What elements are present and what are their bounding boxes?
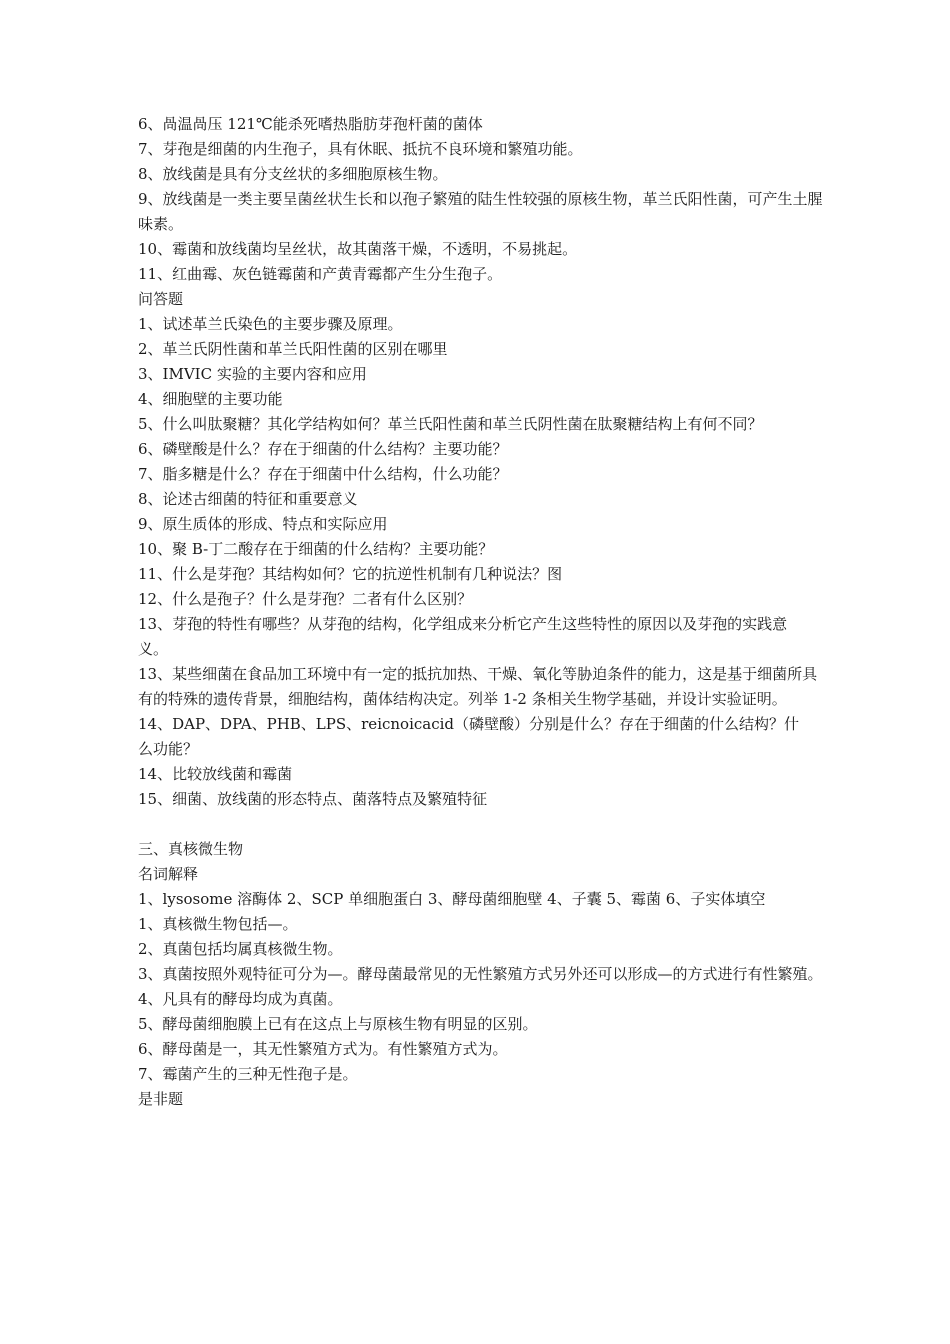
qa-item-8: 8、论述古细菌的特征和重要意义 [138, 490, 358, 508]
fill-item-7: 7、霉菌产生的三种无性孢子是。 [138, 1065, 358, 1083]
qa-item-15: 15、细菌、放线菌的形态特点、菌落特点及繁殖特征 [138, 790, 488, 808]
term-heading: 名词解释 [138, 865, 199, 883]
qa-item-13a: 13、芽孢的特性有哪些？从芽孢的结构，化学组成来分析它产生这些特性的原因以及芽孢的实践意义。 [138, 615, 788, 658]
qa-item-7: 7、脂多糖是什么？存在于细菌中什么结构，什么功能？ [138, 465, 508, 483]
fill-item-6: 6、酵母菌是一，其无性繁殖方式为。有性繁殖方式为。 [138, 1040, 508, 1058]
section3-heading: 三、真核微生物 [138, 840, 244, 858]
qa-item-14a: 14、DAP、DPA、PHB、LPS、reicnoicacid（磷壁酸）分别是什么？存在于细菌的什么结构？什么功能？ [138, 715, 800, 758]
judge-item-6: 6、咼温咼压 121℃能杀死嗜热脂肪芽孢杆菌的菌体 [138, 115, 483, 133]
qa-item-3: 3、IMVIC 实验的主要内容和应用 [138, 365, 367, 383]
qa-item-10: 10、聚 B-丁二酸存在于细菌的什么结构？主要功能？ [138, 540, 494, 558]
qa-item-12: 12、什么是孢子？什么是芽孢？二者有什么区别？ [138, 590, 473, 608]
fill-item-4: 4、凡具有的酵母均成为真菌。 [138, 990, 343, 1008]
qa-item-2: 2、革兰氏阴性菌和革兰氏阳性菌的区别在哪里 [138, 340, 448, 358]
fill-item-2: 2、真菌包括均属真核微生物。 [138, 940, 343, 958]
qa-item-9: 9、原生质体的形成、特点和实际应用 [138, 515, 388, 533]
qa-item-13b: 13、某些细菌在食品加工环境中有一定的抵抗加热、干燥、氧化等胁迫条件的能力，这是基于细菌所具有的特殊的遗传背景，细胞结构，菌体结构决定。列举 1-2 条相关生物学基础，并设计实验证明。 [138, 665, 818, 708]
judge-item-9: 9、放线菌是一类主要呈菌丝状生长和以孢子繁殖的陆生性较强的原核生物，革兰氏阳性菌，可产生土腥味素。 [138, 190, 823, 233]
fill-item-1: 1、真核微生物包括—。 [138, 915, 298, 933]
qa-item-1: 1、试述革兰氏染色的主要步骤及原理。 [138, 315, 403, 333]
qa-item-4: 4、细胞壁的主要功能 [138, 390, 283, 408]
section-spacer [138, 812, 828, 837]
judge-item-7: 7、芽孢是细菌的内生孢子，具有休眠、抵抗不良环境和繁殖功能。 [138, 140, 583, 158]
judge-item-11: 11、红曲霉、灰色链霉菌和产黄青霉都产生分生孢子。 [138, 265, 503, 283]
qa-item-14b: 14、比较放线菌和霉菌 [138, 765, 293, 783]
qa-item-5: 5、什么叫肽聚糖？其化学结构如何？革兰氏阳性菌和革兰氏阴性菌在肽聚糖结构上有何不同？ [138, 415, 763, 433]
qa-item-11: 11、什么是芽孢？其结构如何？它的抗逆性机制有几种说法？图 [138, 565, 563, 583]
qa-item-6: 6、磷壁酸是什么？存在于细菌的什么结构？主要功能？ [138, 440, 508, 458]
fill-item-3: 3、真菌按照外观特征可分为—。酵母菌最常见的无性繁殖方式另外还可以形成—的方式进行有性繁殖。 [138, 965, 823, 983]
document-page [138, 112, 828, 1112]
fill-item-5: 5、酵母菌细胞膜上已有在这点上与原核生物有明显的区别。 [138, 1015, 538, 1033]
judge-item-10: 10、霉菌和放线菌均呈丝状，故其菌落干燥，不透明，不易挑起。 [138, 240, 578, 258]
qa-heading: 问答题 [138, 290, 184, 308]
term-line: 1、lysosome 溶酶体 2、SCP 单细胞蛋白 3、酵母菌细胞壁 4、子囊 5、霉菌 6、子实体填空 [138, 890, 766, 908]
judge-item-8: 8、放线菌是具有分支丝状的多细胞原核生物。 [138, 165, 448, 183]
judge-heading: 是非题 [138, 1090, 184, 1108]
